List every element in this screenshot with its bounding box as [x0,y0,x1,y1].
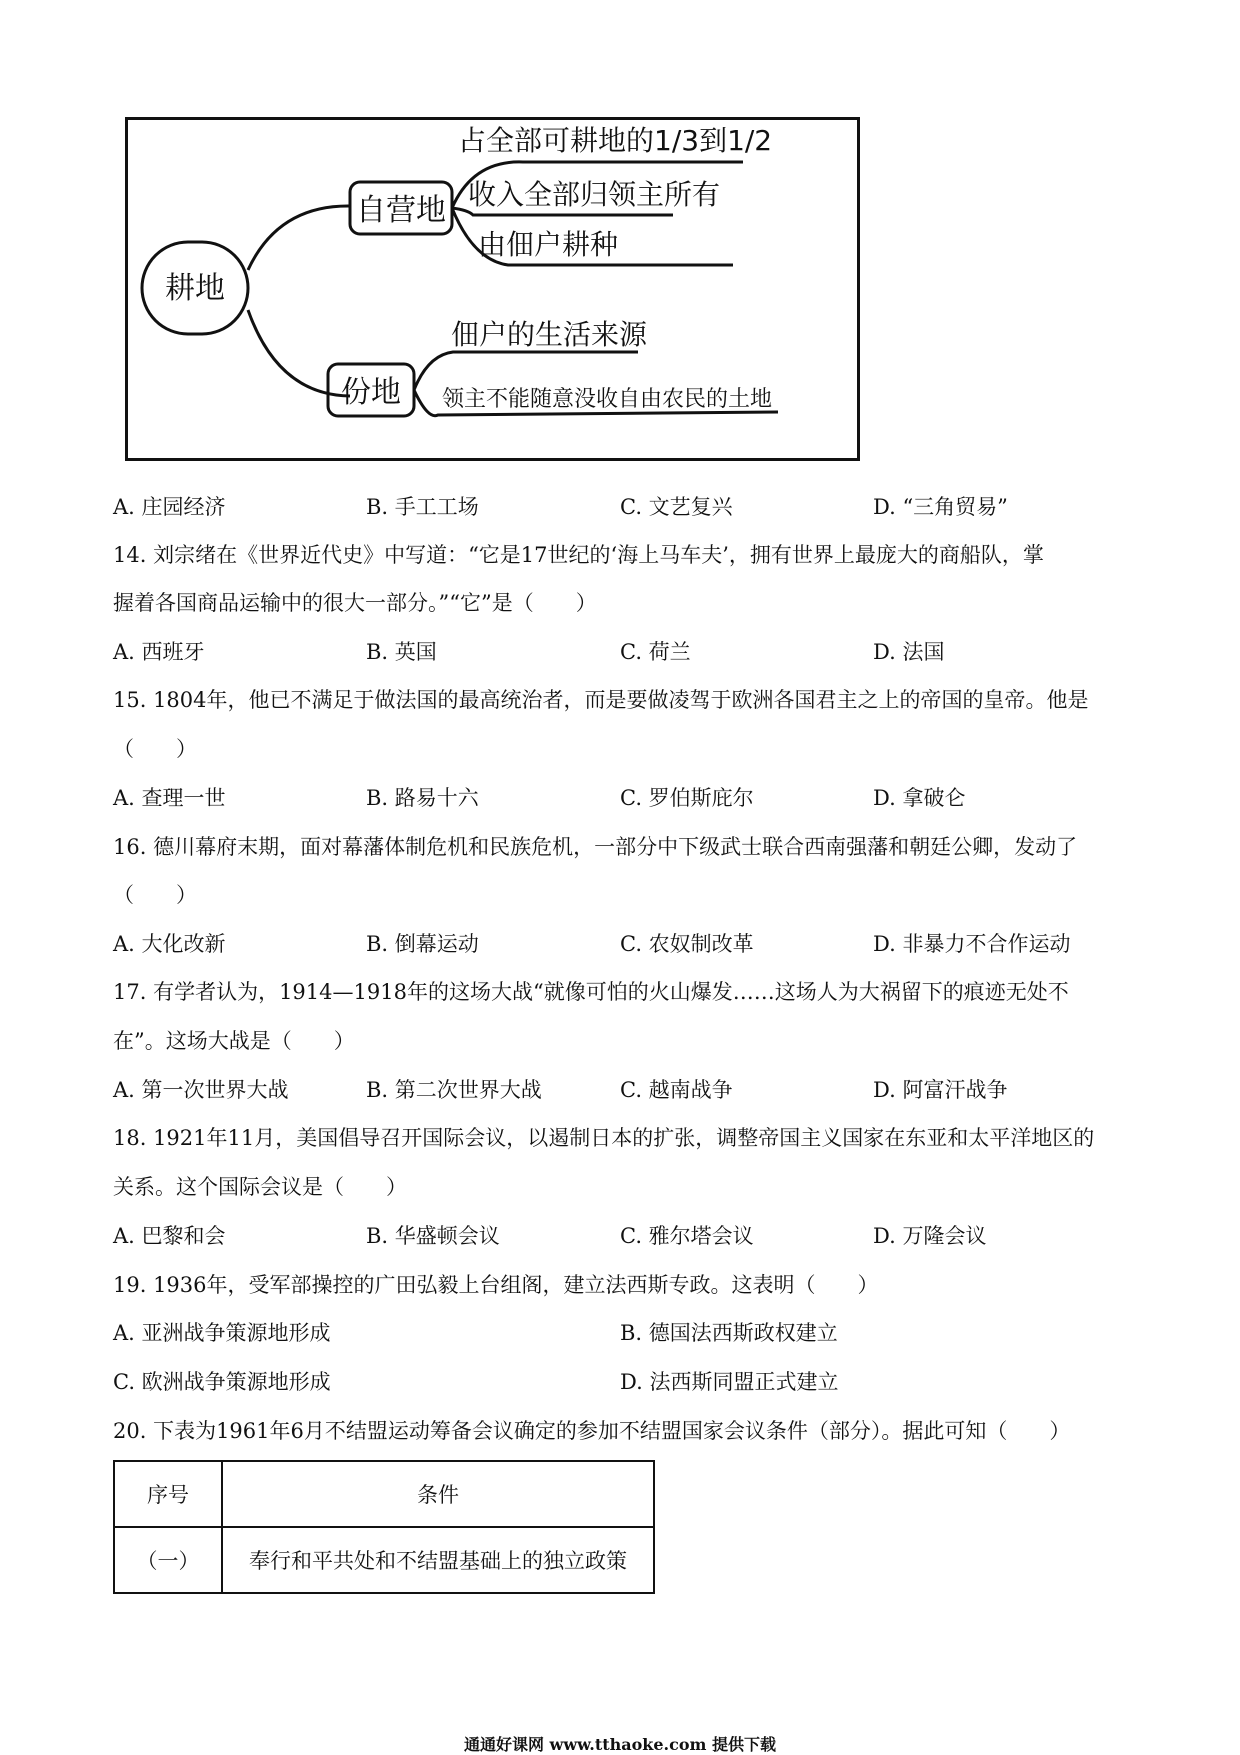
q18-option-d: D. 万隆会议 [873,1224,987,1248]
mindmap-leaf-text: 领主不能随意没收自由农民的土地 [442,387,773,412]
q15-option-d: D. 拿破仑 [873,786,966,810]
mindmap-branch-label: 自营地 [356,193,446,228]
mindmap-svg [128,120,857,458]
q13-option-d: D. “三角贸易” [873,495,1008,519]
q14-option-b: B. 英国 [366,640,437,664]
mindmap-figure [125,117,860,461]
q19-option-a: A. 亚洲战争策源地形成 [113,1321,331,1345]
q19-option-d: D. 法西斯同盟正式建立 [620,1370,839,1394]
q18-option-c: C. 雅尔塔会议 [620,1224,754,1248]
mindmap-leaf-text: 由佃户耕种 [478,228,619,261]
mindmap-leaf-text: 占全部可耕地的1/3到1/2 [458,124,773,157]
q17-stem-line: 在”。这场大战是（ ） [113,1029,355,1053]
q18-option-b: B. 华盛顿会议 [366,1224,500,1248]
q16-option-c: C. 农奴制改革 [620,932,754,956]
q14-option-a: A. 西班牙 [113,640,205,664]
q16-option-a: A. 大化改新 [113,932,226,956]
table-row [114,1527,654,1593]
q15-option-b: B. 路易十六 [366,786,479,810]
q14-stem-line: 14. 刘宗绪在《世界近代史》中写道：“它是17世纪的‘海上马车夫’，拥有世界上最庞大的商船队，掌 [113,543,1044,567]
q16-option-d: D. 非暴力不合作运动 [873,932,1071,956]
q20-table [113,1460,655,1594]
q15-option-c: C. 罗伯斯庇尔 [620,786,754,810]
table-header-cell: 条件 [222,1461,654,1527]
q17-option-a: A. 第一次世界大战 [113,1078,289,1102]
q17-stem-line: 17. 有学者认为，1914—1918年的这场大战“就像可怕的火山爆发……这场人为大祸留下的痕迹无处不 [113,980,1069,1004]
page-footer: 通通好课网 www.tthaoke.com 提供下载 [463,1735,777,1754]
q14-option-c: C. 荷兰 [620,640,691,664]
q16-stem-line: （ ） [113,883,197,907]
q19-option-b: B. 德国法西斯政权建立 [620,1321,838,1345]
q19-stem-line: 19. 1936年，受军部操控的广田弘毅上台组阁，建立法西斯专政。这表明（ ） [113,1273,879,1297]
q15-option-a: A. 查理一世 [113,786,226,810]
q17-option-c: C. 越南战争 [620,1078,733,1102]
q13-option-c: C. 文艺复兴 [620,495,733,519]
q15-stem-line: （ ） [113,737,197,761]
mindmap-branch-label: 份地 [341,375,401,410]
q17-option-b: B. 第二次世界大战 [366,1078,542,1102]
table-cell: 奉行和平共处和不结盟基础上的独立政策 [222,1527,654,1593]
table-header-cell: 序号 [114,1461,222,1527]
q19-option-c: C. 欧洲战争策源地形成 [113,1370,331,1394]
mindmap-connector [248,310,350,396]
mindmap-leaf-line [414,352,638,390]
q16-option-b: B. 倒幕运动 [366,932,479,956]
q16-stem-line: 16. 德川幕府末期，面对幕藩体制危机和民族危机，一部分中下级武士联合西南强藩和朝廷公卿，发动了 [113,835,1078,859]
q18-stem-line: 18. 1921年11月，美国倡导召开国际会议，以遏制日本的扩张，调整帝国主义国家在东亚和太平洋地区的 [113,1126,1095,1150]
q15-stem-line: 15. 1804年，他已不满足于做法国的最高统治者，而是要做凌驾于欧洲各国君主之上的帝国的皇帝。他是 [113,688,1089,712]
q20-stem-line: 20. 下表为1961年6月不结盟运动筹备会议确定的参加不结盟国家会议条件（部分）。据此可知（ ） [113,1419,1071,1443]
q13-option-b: B. 手工工场 [366,495,479,519]
q18-option-a: A. 巴黎和会 [113,1224,226,1248]
mindmap-leaf-text: 收入全部归领主所有 [468,178,721,211]
q14-option-d: D. 法国 [873,640,945,664]
q13-option-a: A. 庄园经济 [113,495,226,519]
table-cell: （一） [114,1527,222,1593]
mindmap-connector [248,206,350,270]
q17-option-d: D. 阿富汗战争 [873,1078,1008,1102]
mindmap-leaf-text: 佃户的生活来源 [451,318,648,351]
q14-stem-line: 握着各国商品运输中的很大一部分。”“它”是（ ） [113,591,597,615]
q18-stem-line: 关系。这个国际会议是（ ） [113,1175,407,1199]
mindmap-root-label: 耕地 [165,271,225,306]
table-header-row [114,1461,654,1527]
